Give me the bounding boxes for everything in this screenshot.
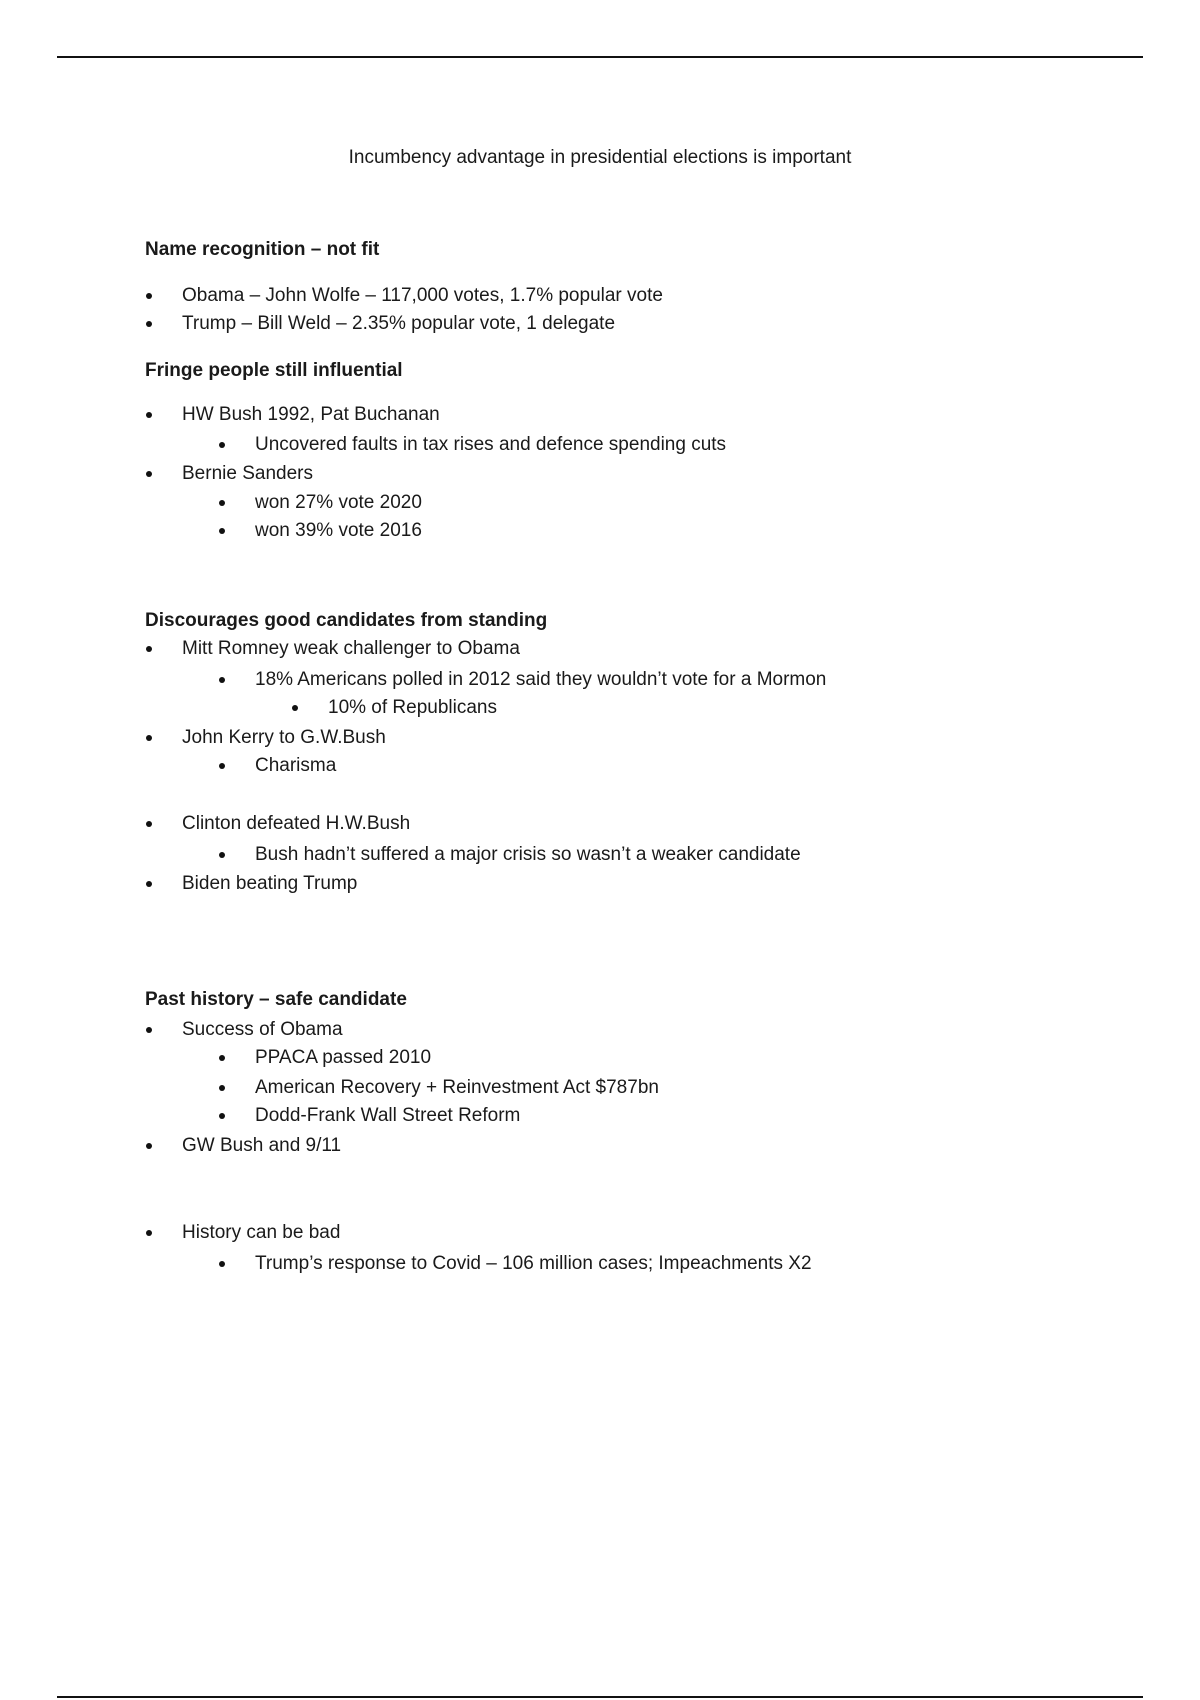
list-item-text: Bernie Sanders — [182, 463, 313, 484]
list-item-text: Success of Obama — [182, 1019, 343, 1040]
list-item — [219, 668, 826, 692]
list-item-text: won 27% vote 2020 — [255, 492, 422, 513]
bullet-icon — [146, 1143, 152, 1149]
list-item — [219, 1252, 812, 1276]
bullet-icon — [219, 1085, 225, 1091]
section-heading: Discourages good candidates from standing — [145, 610, 548, 631]
list-item-text: GW Bush and 9/11 — [182, 1135, 342, 1156]
list-item-text: HW Bush 1992, Pat Buchanan — [182, 404, 440, 425]
list-item — [146, 312, 615, 336]
bullet-icon — [219, 763, 225, 769]
list-item — [219, 519, 422, 543]
list-item-text: won 39% vote 2016 — [255, 520, 422, 541]
section-heading: Name recognition – not fit — [145, 239, 380, 260]
list-item — [219, 491, 422, 515]
list-item-text: Trump’s response to Covid – 106 million cases; Impeachments X2 — [255, 1253, 812, 1274]
bullet-icon — [292, 705, 298, 711]
list-item — [219, 843, 801, 867]
list-item-text: 10% of Republicans — [328, 697, 497, 718]
list-item — [146, 872, 357, 896]
bullet-icon — [146, 321, 152, 327]
list-item — [219, 754, 336, 778]
bullet-icon — [146, 412, 152, 418]
section-heading: Past history – safe candidate — [145, 989, 407, 1010]
list-item-text: Bush hadn’t suffered a major crisis so wasn’t a weaker candidate — [255, 844, 801, 865]
list-item — [219, 1076, 659, 1100]
list-item-text: 18% Americans polled in 2012 said they wouldn’t vote for a Mormon — [255, 669, 827, 690]
bullet-icon — [219, 528, 225, 534]
list-item — [146, 403, 440, 427]
list-item-text: Charisma — [255, 755, 337, 776]
bullet-icon — [219, 852, 225, 858]
list-item-text: Trump – Bill Weld – 2.35% popular vote, 1 delegate — [182, 313, 616, 334]
list-item — [219, 433, 726, 457]
bullet-icon — [146, 1027, 152, 1033]
list-item — [146, 1134, 341, 1158]
bullet-icon — [146, 1230, 152, 1236]
list-item — [219, 1104, 520, 1128]
bullet-icon — [219, 442, 225, 448]
list-item — [146, 726, 386, 750]
document-title: Incumbency advantage in presidential elections is important — [348, 147, 852, 168]
list-item — [146, 284, 663, 308]
list-item-text: Obama – John Wolfe – 117,000 votes, 1.7% popular vote — [182, 285, 663, 306]
list-item-text: Mitt Romney weak challenger to Obama — [182, 638, 520, 659]
list-item-text: American Recovery + Reinvestment Act $787bn — [255, 1077, 659, 1098]
bullet-icon — [219, 1261, 225, 1267]
list-item — [292, 696, 497, 720]
bullet-icon — [146, 471, 152, 477]
list-item-text: Clinton defeated H.W.Bush — [182, 813, 411, 834]
list-item — [146, 812, 410, 836]
list-item-text: Uncovered faults in tax rises and defence spending cuts — [255, 434, 727, 455]
bullet-icon — [146, 646, 152, 652]
list-item — [146, 1018, 343, 1042]
bullet-icon — [146, 735, 152, 741]
bullet-icon — [146, 821, 152, 827]
header-rule — [57, 56, 1143, 58]
list-item-text: John Kerry to G.W.Bush — [182, 727, 386, 748]
list-item — [146, 462, 313, 486]
list-item — [146, 1221, 340, 1245]
bullet-icon — [146, 293, 152, 299]
bullet-icon — [146, 881, 152, 887]
list-item-text: Dodd-Frank Wall Street Reform — [255, 1105, 521, 1126]
list-item — [146, 637, 520, 661]
bullet-icon — [219, 677, 225, 683]
list-item-text: PPACA passed 2010 — [255, 1047, 432, 1068]
bullet-icon — [219, 1055, 225, 1061]
bullet-icon — [219, 1113, 225, 1119]
list-item — [219, 1046, 431, 1070]
bullet-icon — [219, 500, 225, 506]
section-heading: Fringe people still influential — [145, 360, 403, 381]
footer-rule — [57, 1696, 1143, 1698]
list-item-text: Biden beating Trump — [182, 873, 358, 894]
list-item-text: History can be bad — [182, 1222, 341, 1243]
